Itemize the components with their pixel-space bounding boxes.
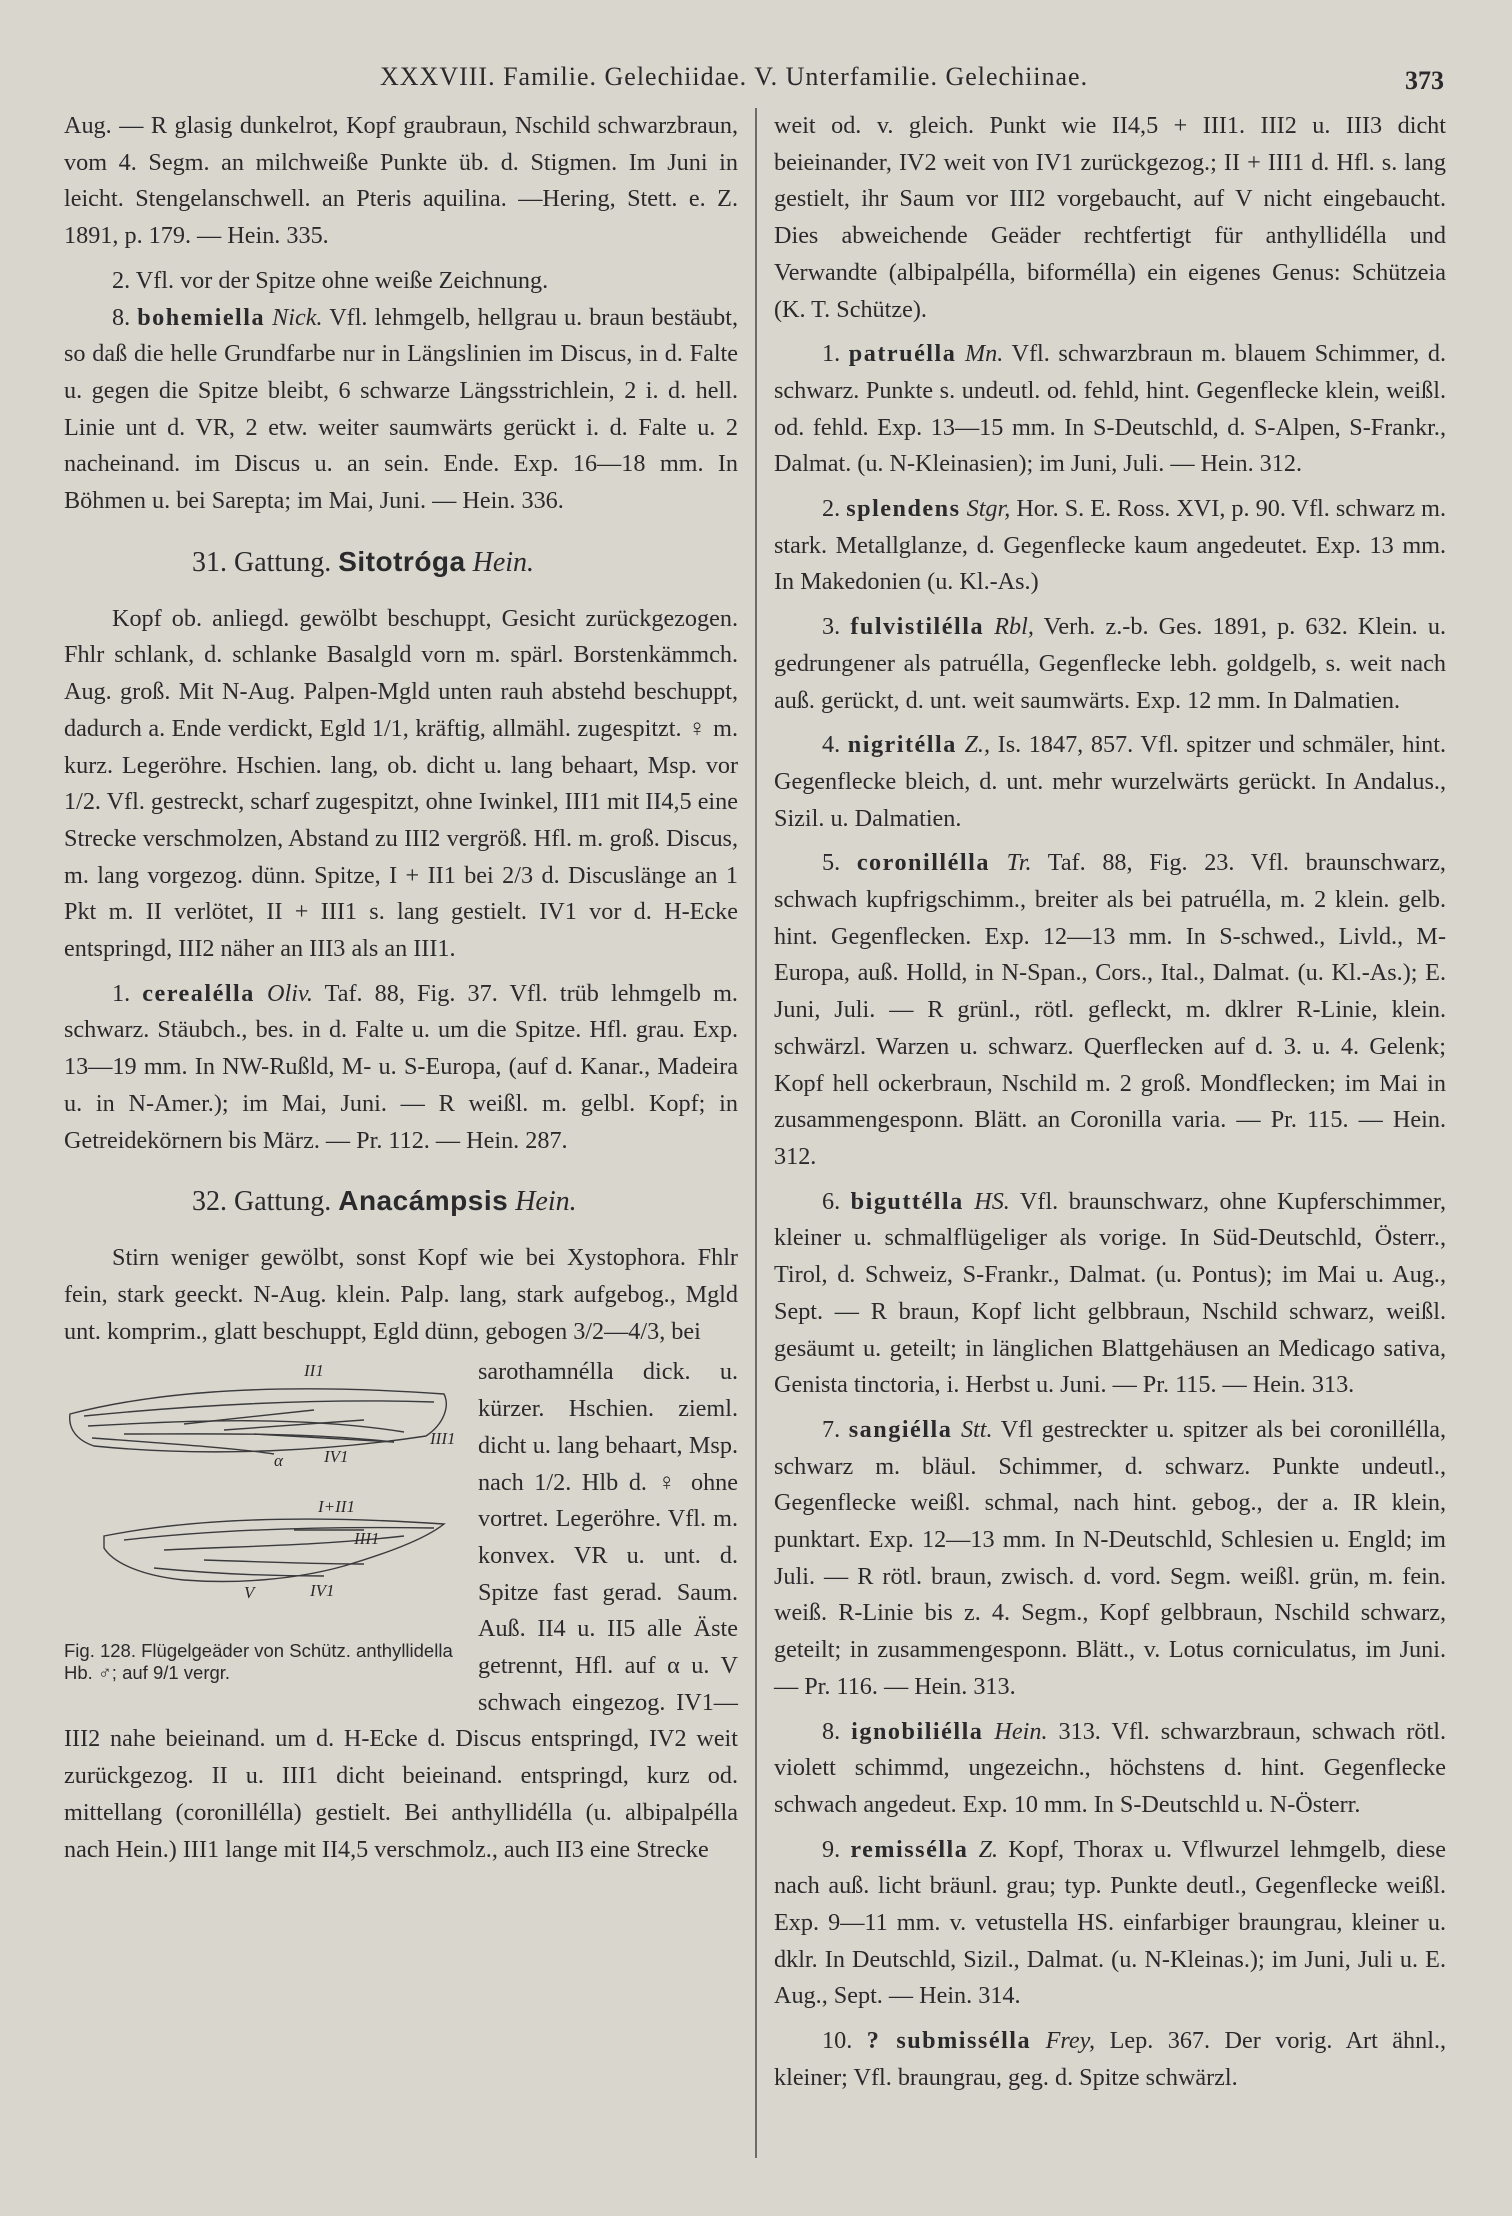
species-number: 10. (822, 2027, 853, 2055)
species-name: coronillélla (856, 849, 990, 877)
species-text: Hor. S. E. Ross. XVI, p. 90. Vfl. schwarz m. stark. Metallglanze, d. Gegenflecke kaum angedeutet. Exp. 13 mm. In Makedonien (u. Kl.-As.) (774, 495, 1447, 596)
species-text: Taf. 88, Fig. 23. Vfl. braunschwarz, schwach kupfrigschimm., breiter als bei patruélla, m. 2 klein. gelb. hint. Gegenflecken. Exp. 12—13 mm. In S-schwed., Livld., M-Europa, auß. Holld, in N-Span., Cors., Ital., Dalmat. (u. Kl.-As.); E. Juni, Juli. — R grünl., rötl. gefleckt, m. dklrer R-Linie, klein. schwärzl. Warzen u. schwarz. Querflecken auf d. 3. u. 4. Gelenk; Kopf hell ockerbraun, Nschild m. 2 groß. Mondflecken; im Mai in zusammengesponn. Blätt. an Coronilla varia. — Pr. 115. — Hein. 312. (774, 849, 1446, 1170)
species-author: Tr. (1006, 849, 1032, 877)
column-divider (755, 108, 757, 2158)
species-name: ignobiliélla (851, 1717, 984, 1745)
species-author: Stgr, (966, 495, 1011, 523)
species-name: nigritélla (847, 731, 957, 759)
genus-name: Sitotróga (338, 545, 466, 577)
species-text: Taf. 88, Fig. 37. Vfl. trüb lehmgelb m. schwarz. Stäubch., bes. in d. Falte u. um die Spitze. Hfl. grau. Exp. 13—19 mm. In NW-Rußld, M- u. S-Europa, (auf d. Kanar., Madeira u. in N-Amer.); im Mai, Juni. — R weißl. m. gelbl. Kopf; in Getreidekörnern bis März. — Pr. 112. — Hein. 287. (64, 979, 738, 1154)
figure-caption: Fig. 128. Flügelgeäder von Schütz. anthyllidella Hb. ♂; auf 9/1 vergr. (64, 1640, 453, 1684)
running-title: XXXVIII. Familie. Gelechiidae. V. Unterfamilie. Gelechiinae. (380, 62, 1089, 91)
page-header (0, 62, 1512, 98)
species-number: 1. (822, 340, 841, 368)
genus-label: 31. Gattung. (192, 546, 332, 578)
species-number: 7. (822, 1415, 841, 1443)
page-number: 373 (1405, 66, 1444, 95)
species-author: Oliv. (267, 979, 313, 1007)
species-number: 2. (822, 495, 841, 523)
species-name: biguttélla (850, 1187, 964, 1215)
species-entry (774, 1184, 1446, 1404)
species-entry (774, 491, 1446, 601)
genus-description: Stirn weniger gewölbt, sonst Kopf wie bei Xystophora. Fhlr fein, stark geeckt. N-Aug. klein. Palp. lang, stark aufgebog., Mgld unt. komprim., glatt beschuppt, Egld dünn, gebogen 3/2—4/3, bei (64, 1244, 738, 1345)
genus-author: Hein. (515, 1186, 577, 1218)
figure-label: IV1 (324, 1447, 349, 1467)
species-name: bohemiella (137, 303, 266, 331)
species-name: cerealélla (142, 979, 255, 1007)
species-number: 8. (822, 1717, 841, 1745)
species-name: patruélla (848, 340, 957, 368)
species-entry (64, 300, 738, 520)
species-author: Frey, (1045, 2027, 1096, 2055)
left-column (64, 108, 738, 1868)
figure-label: IV1 (310, 1581, 335, 1601)
genus-name: Anacámpsis (338, 1185, 509, 1217)
species-text: Lep. 367. Der vorig. Art ähnl., kleiner; Vfl. braungrau, geg. d. Spitze schwärzl. (774, 2027, 1447, 2091)
figure-label: V (244, 1583, 255, 1603)
species-list (774, 336, 1446, 2096)
species-text: Vfl. lehmgelb, hellgrau u. braun bestäubt, so daß die helle Grundfarbe nur in Längslinien im Discus, in d. Falte u. gegen die Spitze bleibt, 6 schwarze Längsstrichlein, 2 i. d. hell. Linie unt d. VR, 2 etw. weiter saumwärts gerückt i. d. Falte u. 2 nacheinand. im Discus u. an sein. Ende. Exp. 16—18 mm. In Böhmen u. bei Sarepta; im Mai, Juni. — Hein. 336. (64, 303, 738, 515)
species-name: ? submissélla (866, 2027, 1032, 2055)
species-number: 4. (822, 731, 841, 759)
species-author: Stt. (960, 1415, 993, 1443)
species-name: sangiélla (848, 1415, 953, 1443)
species-text: 313. Vfl. schwarzbraun, schwach rötl. violett schimmd, ungezeichn., höchstens d. hint. Gegenflecke schwach angedeut. Exp. 10 mm. In S-Deutschld u. N-Österr. (774, 1717, 1447, 1818)
genus-description: Kopf ob. anliegd. gewölbt beschuppt, Gesicht zurückgezogen. Fhlr schlank, d. schlanke Basalgld vorn m. spärl. Borstenkämmch. Aug. groß. Mit N-Aug. Palpen-Mgld unten rauh abstehd beschuppt, dadurch a. Ende verdickt, Egld 1/1, kräftig, allmähl. zugespitzt. ♀ m. kurz. Legeröhre. Hschien. lang, ob. dicht u. lang behaart, Msp. vor 1/2. Vfl. gestreckt, scharf zugespitzt, ohne Iwinkel, III1 mit II4,5 eine Strecke verschmolzen, Abstand zu III2 vergröß. Hfl. m. groß. Discus, m. lang vorgezog. dünn. Spitze, I + II1 bei 2/3 d. Discuslänge an 1 Pkt m. II verlötet, II + III1 s. lang gestielt. IV1 vor d. H-Ecke entspringd, III2 näher an III3 als an III1. (64, 604, 738, 963)
species-text: Vfl gestreckter u. spitzer als bei coronillélla, schwarz m. bläul. Schimmer, d. schwarz. Punkte undeutl., Gegenflecke weißl. schmal, nach hint. gebog., der a. IR klein, punktart. Exp. 12—13 mm. In N-Deutschld, Schlesien u. Engld; im Juli. — R rötl. braun, zwisch. d. vord. Segm. weißl. grün, m. fein. weiß. R-Linie bis z. 4. Segm., Kopf gelbbraun, Nschild schwarz, geteilt; in zusammengesponn. Blätt., v. Lotus corniculatus, im Juni. — Pr. 116. — Hein. 313. (774, 1415, 1446, 1700)
species-entry (774, 609, 1446, 719)
key-line: 2. Vfl. vor der Spitze ohne weiße Zeichnung. (112, 266, 549, 294)
species-author: Rbl, (994, 613, 1034, 641)
wing-venation-figure (64, 1354, 464, 1694)
genus-heading (64, 542, 738, 583)
intro-paragraph: Aug. — R glasig dunkelrot, Kopf graubraun, Nschild schwarzbraun, vom 4. Segm. an milchweiße Punkte üb. d. Stigmen. Im Juni in leicht. Stengelanschwell. an Pteris aquilina. —Hering, Stett. e. Z. 1891, p. 179. — Hein. 335. (64, 112, 738, 250)
species-entry (774, 1412, 1446, 1706)
species-number: 6. (822, 1187, 841, 1215)
species-entry (774, 336, 1446, 483)
genus-description-continued: sarothamnélla dick. u. kürzer. Hschien. zieml. dicht u. lang behaart, Msp. nach 1/2. Hlb d. ♀ ohne vortret. Legeröhre. Vfl. m. konvex. VR u. unt. d. Spitze fast gerad. Saum. Auß. II4 u. II5 alle Äste getrennt, Hfl. auf α u. V schwach eingezog. IV1—III2 nahe beieinand. um d. H-Ecke d. Discus entspringd, IV2 weit zurückgezog. II u. III1 dicht beieinand. entspringd, kurz od. mittellang (coronillélla) gestielt. Bei anthyllidélla (u. albipalpélla nach Hein.) III1 lange mit II4,5 verschmolz., auch II3 eine Strecke (64, 1358, 738, 1863)
figure-label: II1 (304, 1361, 324, 1381)
species-entry (774, 2023, 1446, 2096)
wing-venation-drawing (64, 1354, 464, 1634)
right-column (774, 108, 1446, 2097)
species-entry (64, 976, 738, 1160)
genus-author: Hein. (472, 546, 535, 578)
genus-label: 32. Gattung. (192, 1186, 332, 1218)
species-entry (774, 845, 1446, 1175)
species-name: splendens (846, 495, 961, 523)
species-author: Z., (964, 731, 991, 759)
figure-label: α (274, 1451, 283, 1471)
species-author: Mn. (964, 340, 1004, 368)
figure-label: III1 (354, 1529, 380, 1549)
species-number: 1. (112, 979, 131, 1007)
species-text: Verh. z.-b. Ges. 1891, p. 632. Klein. u. gedrungener als patruélla, Gegenflecke lebh. goldgelb, s. weit nach auß. gerückt, d. unt. weit saumwärts. Exp. 12 mm. In Dalmatien. (774, 613, 1447, 714)
species-text: Vfl. braunschwarz, ohne Kupferschimmer, kleiner u. schmalflügeliger als vorige. In Süd-Deutschld, Österr., Tirol, d. Schweiz, S-Frankr., Dalmat. (u. Pontus); im Mai u. Aug., Sept. — R braun, Kopf licht gelbbraun, Nschild schwarz, weißl. gesäumt u. geteilt; in länglichen Blattgehäusen an Medicago sativa, Genista tinctoria, i. Herbst u. Juni. — Pr. 115. — Hein. 313. (774, 1187, 1447, 1399)
genus-heading (64, 1181, 738, 1222)
species-entry (774, 727, 1446, 837)
genus-description-continued: weit od. v. gleich. Punkt wie II4,5 + III1. III2 u. III3 dicht beieinander, IV2 weit von IV1 zurückgezog.; II + III1 d. Hfl. s. lang gestielt, ihr Saum vor III2 vorgebaucht, auf V nicht eingebaucht. Dies abweichende Geäder rechtfertigt für anthyllidélla und Verwandte (albipalpélla, biformélla) ein eigenes Genus: Schützeia (K. T. Schütze). (774, 112, 1446, 323)
species-entry (774, 1832, 1446, 2016)
species-name: remissélla (850, 1835, 969, 1863)
species-text: Vfl. schwarzbraun m. blauem Schimmer, d. schwarz. Punkte s. undeutl. od. fehld, hint. Gegenflecke klein, weißl. od. fehld. Exp. 13—15 mm. In S-Deutschld, d. S-Alpen, S-Frankr., Dalmat. (u. N-Kleinasien); im Juni, Juli. — Hein. 312. (774, 340, 1446, 478)
species-number: 9. (822, 1835, 841, 1863)
figure-label: I+II1 (318, 1497, 355, 1517)
species-number: 8. (112, 303, 131, 331)
species-entry (774, 1714, 1446, 1824)
species-name: fulvistilélla (850, 613, 985, 641)
species-text: Kopf, Thorax u. Vflwurzel lehmgelb, diese nach auß. licht bräunl. grau; typ. Punkte deutl., Gegenflecke weißl. Exp. 9—11 mm. v. vetustella HS. einfarbiger braungrau, kleiner u. dklr. In Deutschld, Sizil., Dalmat. (u. N-Kleinas.); im Juni, Juli u. E. Aug., Sept. — Hein. 314. (774, 1835, 1447, 2010)
figure-block (64, 1354, 738, 1868)
species-text: Is. 1847, 857. Vfl. spitzer und schmäler, hint. Gegenflecke bleich, d. unt. mehr wurzelwärts gerückt. In Andalus., Sizil. u. Dalmatien. (774, 731, 1447, 832)
species-number: 5. (822, 849, 841, 877)
species-author: Nick. (272, 303, 323, 331)
species-author: Hein. (994, 1717, 1048, 1745)
species-author: Z. (978, 1835, 999, 1863)
species-number: 3. (822, 613, 841, 641)
species-author: HS. (974, 1187, 1010, 1215)
figure-label: III1 (430, 1429, 456, 1449)
